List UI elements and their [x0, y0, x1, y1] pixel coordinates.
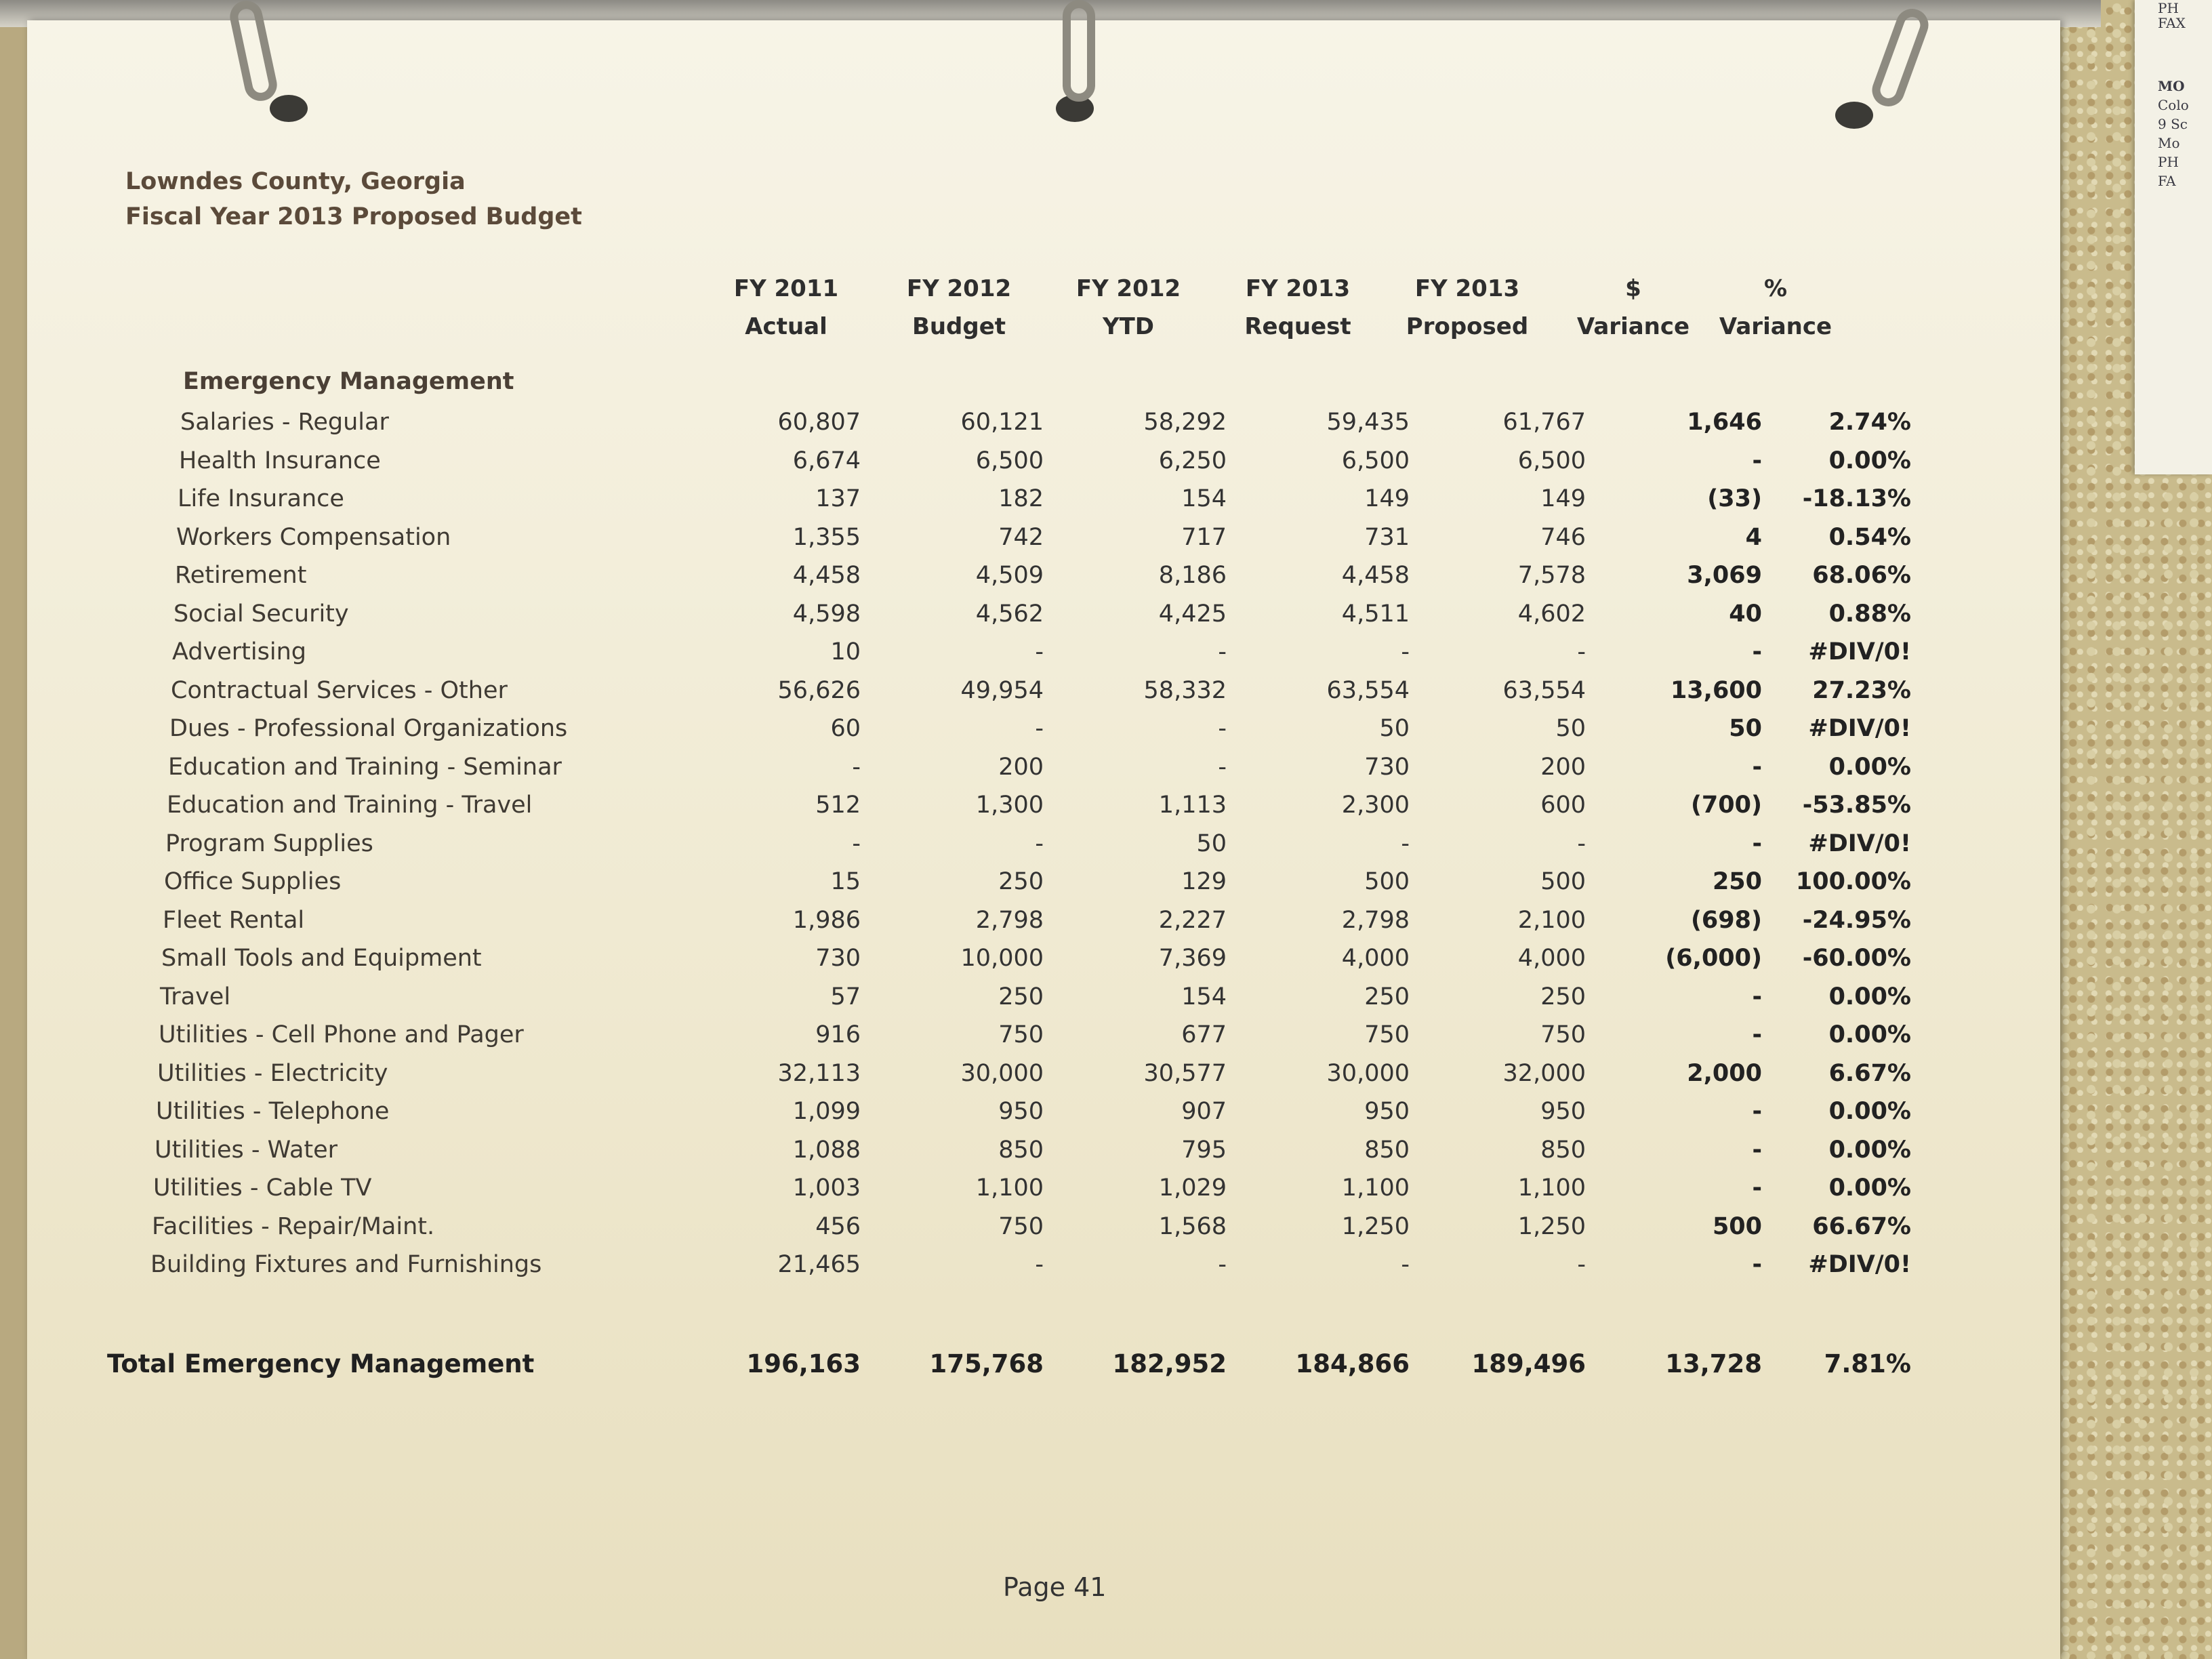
- cell-fy2013-proposed: 750: [1540, 1021, 1586, 1048]
- cell-fy2013-request: 50: [1379, 715, 1410, 742]
- cell-fy2012-budget: 175,768: [929, 1349, 1044, 1378]
- cell-fy2013-proposed: 600: [1540, 792, 1586, 819]
- cell-fy2011-actual: 137: [815, 485, 861, 512]
- column-header-line1: FY 2013: [1414, 275, 1520, 302]
- cell-fy2012-budget: 742: [998, 523, 1044, 551]
- page-number: Page 41: [1003, 1572, 1107, 1602]
- column-header-line2: Proposed: [1406, 313, 1529, 340]
- punch-hole: [1835, 102, 1873, 129]
- column-header-line1: FY 2012: [1076, 275, 1181, 302]
- side-text: 9 Sc: [2158, 116, 2188, 132]
- cell-fy2011-actual: 10: [830, 638, 861, 665]
- cell-dollar-variance: 4: [1745, 523, 1762, 551]
- table-row: [27, 863, 2060, 901]
- cell-dollar-variance: -: [1752, 1251, 1762, 1278]
- column-header-line1: FY 2012: [906, 275, 1012, 302]
- cell-percent-variance: 2.74%: [1828, 409, 1911, 436]
- cell-percent-variance: 0.88%: [1828, 600, 1911, 628]
- cell-dollar-variance: -: [1752, 1098, 1762, 1125]
- row-label: Facilities - Repair/Maint.: [152, 1212, 435, 1240]
- cell-fy2012-budget: -: [1035, 638, 1044, 665]
- cell-fy2013-proposed: 50: [1555, 715, 1586, 742]
- cell-fy2012-ytd: 4,425: [1158, 600, 1227, 628]
- cell-fy2013-proposed: 7,578: [1517, 562, 1586, 589]
- cell-fy2013-request: 4,511: [1341, 600, 1410, 628]
- row-label: Utilities - Electricity: [157, 1059, 388, 1087]
- cell-percent-variance: 68.06%: [1812, 562, 1911, 589]
- cell-fy2013-request: 59,435: [1326, 409, 1410, 436]
- cell-fy2013-request: 63,554: [1326, 676, 1410, 704]
- column-header: [1210, 270, 1386, 346]
- cell-fy2012-budget: 49,954: [960, 676, 1044, 704]
- side-text: MO: [2158, 78, 2185, 94]
- side-text: Colo: [2158, 97, 2189, 113]
- table-row: [27, 403, 2060, 441]
- cell-fy2012-ytd: 50: [1196, 830, 1227, 857]
- cell-fy2012-ytd: 30,577: [1143, 1059, 1227, 1087]
- cell-fy2011-actual: 4,598: [792, 600, 861, 628]
- cell-fy2011-actual: 1,099: [792, 1098, 861, 1125]
- cell-fy2012-ytd: 58,292: [1143, 409, 1227, 436]
- cell-fy2013-proposed: 32,000: [1502, 1059, 1586, 1087]
- cell-percent-variance: 100.00%: [1795, 868, 1911, 895]
- cell-fy2011-actual: 1,003: [792, 1174, 861, 1202]
- cell-fy2012-budget: 750: [998, 1021, 1044, 1048]
- row-label: Small Tools and Equipment: [161, 945, 482, 972]
- cell-fy2013-request: 850: [1364, 1136, 1410, 1164]
- row-label: Education and Training - Seminar: [168, 753, 562, 781]
- cell-percent-variance: 0.00%: [1828, 1098, 1911, 1125]
- row-label: Utilities - Water: [155, 1136, 338, 1164]
- cell-dollar-variance: 250: [1712, 868, 1762, 895]
- document-subtitle: Fiscal Year 2013 Proposed Budget: [125, 203, 582, 230]
- cell-fy2012-ytd: 1,113: [1158, 792, 1227, 819]
- table-row: [27, 825, 2060, 863]
- side-text: FAX: [2158, 15, 2186, 31]
- cell-dollar-variance: (6,000): [1665, 945, 1762, 972]
- cell-fy2013-request: 2,300: [1341, 792, 1410, 819]
- side-text: PH: [2158, 0, 2179, 16]
- cell-fy2012-budget: 750: [998, 1212, 1044, 1240]
- cell-dollar-variance: -: [1752, 1174, 1762, 1202]
- cell-percent-variance: 0.00%: [1828, 753, 1911, 781]
- cell-fy2012-ytd: 795: [1181, 1136, 1227, 1164]
- row-label: Salaries - Regular: [180, 409, 389, 436]
- cell-fy2013-proposed: 61,767: [1502, 409, 1586, 436]
- cell-dollar-variance: -: [1752, 1021, 1762, 1048]
- cell-fy2011-actual: 1,088: [792, 1136, 861, 1164]
- column-header: [1040, 270, 1216, 346]
- cell-fy2013-request: 149: [1364, 485, 1410, 512]
- cell-fy2013-proposed: 2,100: [1517, 906, 1586, 934]
- cell-dollar-variance: -: [1752, 638, 1762, 665]
- cell-fy2011-actual: 1,355: [792, 523, 861, 551]
- cell-fy2011-actual: 6,674: [792, 447, 861, 474]
- cell-dollar-variance: 50: [1729, 715, 1762, 742]
- cell-percent-variance: 0.00%: [1828, 1174, 1911, 1202]
- cell-fy2011-actual: 512: [815, 792, 861, 819]
- cell-dollar-variance: 40: [1729, 600, 1762, 628]
- column-header-line1: FY 2011: [733, 275, 839, 302]
- table-row: [27, 786, 2060, 824]
- cell-dollar-variance: (698): [1690, 906, 1762, 934]
- cell-fy2012-budget: 182: [998, 485, 1044, 512]
- cell-fy2013-request: 1,100: [1341, 1174, 1410, 1202]
- table-row: [27, 1246, 2060, 1284]
- cell-percent-variance: 0.00%: [1828, 447, 1911, 474]
- column-header-line1: %: [1763, 275, 1788, 302]
- column-header-line2: Actual: [745, 313, 827, 340]
- cell-fy2013-proposed: 4,602: [1517, 600, 1586, 628]
- cell-percent-variance: 0.00%: [1828, 1021, 1911, 1048]
- cell-dollar-variance: -: [1752, 753, 1762, 781]
- cell-percent-variance: -24.95%: [1802, 906, 1911, 934]
- table-row: [27, 556, 2060, 594]
- cell-fy2011-actual: 456: [815, 1212, 861, 1240]
- cell-fy2013-proposed: 4,000: [1517, 945, 1586, 972]
- row-label: Health Insurance: [179, 447, 381, 474]
- cell-dollar-variance: -: [1752, 1136, 1762, 1164]
- column-header: [1687, 270, 1864, 346]
- row-label: Fleet Rental: [163, 906, 305, 934]
- cell-fy2013-proposed: 500: [1540, 868, 1586, 895]
- cell-percent-variance: 6.67%: [1828, 1059, 1911, 1087]
- cell-fy2013-request: 750: [1364, 1021, 1410, 1048]
- cell-fy2012-budget: 250: [998, 983, 1044, 1010]
- punch-hole: [270, 95, 308, 122]
- column-header-line1: FY 2013: [1245, 275, 1351, 302]
- cell-fy2011-actual: 21,465: [777, 1251, 861, 1278]
- cell-percent-variance: #DIV/0!: [1808, 1251, 1911, 1278]
- cell-percent-variance: 0.00%: [1828, 1136, 1911, 1164]
- column-header-line2: Variance: [1576, 313, 1690, 340]
- cell-fy2013-proposed: 6,500: [1517, 447, 1586, 474]
- table-row: [27, 480, 2060, 518]
- cell-percent-variance: -53.85%: [1802, 792, 1911, 819]
- cell-fy2013-request: 184,866: [1295, 1349, 1410, 1378]
- cell-fy2012-budget: 2,798: [975, 906, 1044, 934]
- cell-fy2013-proposed: 63,554: [1502, 676, 1586, 704]
- cell-fy2012-ytd: -: [1218, 715, 1227, 742]
- organization-name: Lowndes County, Georgia: [125, 168, 466, 195]
- cell-fy2013-request: 731: [1364, 523, 1410, 551]
- cell-fy2012-ytd: 58,332: [1143, 676, 1227, 704]
- row-label: Dues - Professional Organizations: [169, 715, 568, 742]
- cell-fy2013-request: 30,000: [1326, 1059, 1410, 1087]
- row-label: Utilities - Cell Phone and Pager: [159, 1021, 524, 1048]
- cell-percent-variance: 0.00%: [1828, 983, 1911, 1010]
- row-label: Education and Training - Travel: [167, 792, 533, 819]
- cell-fy2011-actual: 15: [830, 868, 861, 895]
- cell-fy2012-budget: 60,121: [960, 409, 1044, 436]
- cell-fy2013-request: -: [1401, 830, 1410, 857]
- cell-fy2012-budget: 1,100: [975, 1174, 1044, 1202]
- cell-fy2012-budget: 850: [998, 1136, 1044, 1164]
- cell-fy2013-proposed: -: [1577, 638, 1586, 665]
- cell-fy2011-actual: 196,163: [746, 1349, 861, 1378]
- cell-fy2013-proposed: 746: [1540, 523, 1586, 551]
- side-text: PH: [2158, 154, 2179, 170]
- row-label: Office Supplies: [164, 868, 342, 895]
- cell-fy2013-proposed: 149: [1540, 485, 1586, 512]
- table-row: [27, 1092, 2060, 1130]
- cell-fy2013-request: 730: [1364, 753, 1410, 781]
- table-row: [27, 595, 2060, 633]
- row-label: Workers Compensation: [176, 523, 451, 551]
- cell-fy2012-ytd: 1,568: [1158, 1212, 1227, 1240]
- table-row: [27, 710, 2060, 747]
- cell-percent-variance: -60.00%: [1802, 945, 1911, 972]
- cell-fy2013-request: 250: [1364, 983, 1410, 1010]
- cell-fy2013-proposed: 1,100: [1517, 1174, 1586, 1202]
- column-header-line2: Variance: [1719, 313, 1832, 340]
- row-label: Life Insurance: [178, 485, 344, 512]
- cell-percent-variance: #DIV/0!: [1808, 638, 1911, 665]
- cell-dollar-variance: -: [1752, 447, 1762, 474]
- table-row: [27, 901, 2060, 939]
- cell-fy2012-ytd: 1,029: [1158, 1174, 1227, 1202]
- cell-percent-variance: 0.54%: [1828, 523, 1911, 551]
- cell-fy2012-ytd: 7,369: [1158, 945, 1227, 972]
- cell-fy2011-actual: 56,626: [777, 676, 861, 704]
- column-header-line2: YTD: [1102, 313, 1155, 340]
- cell-fy2011-actual: 60,807: [777, 409, 861, 436]
- cell-fy2011-actual: -: [852, 753, 861, 781]
- cell-fy2012-budget: -: [1035, 715, 1044, 742]
- binder-ring: [1868, 4, 1933, 110]
- row-label: Utilities - Cable TV: [153, 1174, 372, 1202]
- budget-page: [27, 20, 2060, 1659]
- row-label: Social Security: [173, 600, 349, 628]
- cell-fy2013-request: 4,458: [1341, 562, 1410, 589]
- column-header: [1379, 270, 1555, 346]
- cell-fy2011-actual: 4,458: [792, 562, 861, 589]
- side-text: Mo: [2158, 135, 2180, 151]
- cell-fy2013-proposed: 950: [1540, 1098, 1586, 1125]
- table-row: [27, 672, 2060, 710]
- cell-fy2012-budget: 200: [998, 753, 1044, 781]
- cell-fy2012-ytd: 154: [1181, 485, 1227, 512]
- cell-fy2013-proposed: 189,496: [1471, 1349, 1586, 1378]
- cell-percent-variance: #DIV/0!: [1808, 715, 1911, 742]
- adjacent-sheet: [2135, 0, 2212, 474]
- cell-fy2013-proposed: 250: [1540, 983, 1586, 1010]
- cell-fy2012-ytd: 154: [1181, 983, 1227, 1010]
- cell-fy2013-request: 2,798: [1341, 906, 1410, 934]
- cell-fy2011-actual: 1,986: [792, 906, 861, 934]
- side-text: FA: [2158, 173, 2176, 189]
- table-row: [27, 748, 2060, 786]
- column-header-line2: Request: [1244, 313, 1351, 340]
- cell-fy2011-actual: 60: [830, 715, 861, 742]
- row-label: Advertising: [172, 638, 306, 665]
- cell-fy2013-request: 950: [1364, 1098, 1410, 1125]
- cell-fy2012-budget: 1,300: [975, 792, 1044, 819]
- table-row: [27, 518, 2060, 556]
- cell-fy2012-budget: 4,509: [975, 562, 1044, 589]
- row-label: Retirement: [175, 562, 307, 589]
- cell-fy2012-budget: 4,562: [975, 600, 1044, 628]
- cell-dollar-variance: 13,728: [1665, 1349, 1762, 1378]
- cell-percent-variance: #DIV/0!: [1808, 830, 1911, 857]
- cell-fy2013-proposed: 200: [1540, 753, 1586, 781]
- cell-fy2012-budget: -: [1035, 1251, 1044, 1278]
- cell-fy2012-ytd: -: [1218, 1251, 1227, 1278]
- row-label: Utilities - Telephone: [156, 1098, 390, 1125]
- cell-dollar-variance: -: [1752, 830, 1762, 857]
- cell-dollar-variance: (700): [1690, 792, 1762, 819]
- cell-dollar-variance: 500: [1712, 1212, 1762, 1240]
- column-header-line1: $: [1625, 275, 1641, 302]
- column-header-line2: Budget: [912, 313, 1006, 340]
- cell-fy2013-request: 6,500: [1341, 447, 1410, 474]
- cell-fy2012-budget: 950: [998, 1098, 1044, 1125]
- cell-dollar-variance: 1,646: [1687, 409, 1762, 436]
- cell-fy2012-ytd: 717: [1181, 523, 1227, 551]
- row-label: Program Supplies: [165, 830, 373, 857]
- cell-fy2013-request: 500: [1364, 868, 1410, 895]
- row-label: Contractual Services - Other: [171, 676, 508, 704]
- cell-fy2012-budget: 250: [998, 868, 1044, 895]
- cell-fy2013-request: 4,000: [1341, 945, 1410, 972]
- cell-fy2011-actual: 916: [815, 1021, 861, 1048]
- table-row: [27, 939, 2060, 977]
- cell-fy2012-budget: 30,000: [960, 1059, 1044, 1087]
- cell-fy2013-proposed: 850: [1540, 1136, 1586, 1164]
- cell-fy2013-request: 1,250: [1341, 1212, 1410, 1240]
- cell-fy2011-actual: 57: [830, 983, 861, 1010]
- row-label: Total Emergency Management: [107, 1349, 535, 1378]
- column-header: [871, 270, 1047, 346]
- total-row: [27, 1345, 2060, 1383]
- cell-percent-variance: -18.13%: [1802, 485, 1911, 512]
- cell-fy2012-budget: 6,500: [975, 447, 1044, 474]
- cell-percent-variance: 66.67%: [1812, 1212, 1911, 1240]
- table-row: [27, 633, 2060, 671]
- cell-dollar-variance: -: [1752, 983, 1762, 1010]
- table-row: [27, 1131, 2060, 1169]
- cell-percent-variance: 7.81%: [1824, 1349, 1911, 1378]
- cell-fy2012-ytd: 182,952: [1112, 1349, 1227, 1378]
- cell-fy2013-proposed: 1,250: [1517, 1212, 1586, 1240]
- row-label: Building Fixtures and Furnishings: [150, 1251, 542, 1278]
- cell-fy2012-ytd: 677: [1181, 1021, 1227, 1048]
- table-row: [27, 1208, 2060, 1246]
- cell-fy2012-ytd: 2,227: [1158, 906, 1227, 934]
- cell-fy2013-proposed: -: [1577, 1251, 1586, 1278]
- cell-dollar-variance: 3,069: [1687, 562, 1762, 589]
- cell-fy2012-ytd: -: [1218, 753, 1227, 781]
- section-title: Emergency Management: [183, 368, 514, 395]
- cell-dollar-variance: 2,000: [1687, 1059, 1762, 1087]
- table-row: [27, 1054, 2060, 1092]
- cell-fy2013-request: -: [1401, 638, 1410, 665]
- cell-fy2012-ytd: 8,186: [1158, 562, 1227, 589]
- column-header: [698, 270, 874, 346]
- cell-fy2012-ytd: 6,250: [1158, 447, 1227, 474]
- cell-fy2012-budget: 10,000: [960, 945, 1044, 972]
- row-label: Travel: [160, 983, 231, 1010]
- cell-percent-variance: 27.23%: [1812, 676, 1911, 704]
- cell-fy2011-actual: 32,113: [777, 1059, 861, 1087]
- cell-fy2011-actual: 730: [815, 945, 861, 972]
- cell-fy2012-budget: -: [1035, 830, 1044, 857]
- table-row: [27, 1169, 2060, 1207]
- table-row: [27, 442, 2060, 480]
- table-row: [27, 1016, 2060, 1054]
- table-row: [27, 978, 2060, 1016]
- cell-fy2012-ytd: 907: [1181, 1098, 1227, 1125]
- cell-dollar-variance: 13,600: [1670, 676, 1762, 704]
- cell-fy2013-proposed: -: [1577, 830, 1586, 857]
- cell-dollar-variance: (33): [1707, 485, 1762, 512]
- binder-ring: [1063, 0, 1095, 102]
- cell-fy2013-request: -: [1401, 1251, 1410, 1278]
- cell-fy2011-actual: -: [852, 830, 861, 857]
- cell-fy2012-ytd: 129: [1181, 868, 1227, 895]
- cell-fy2012-ytd: -: [1218, 638, 1227, 665]
